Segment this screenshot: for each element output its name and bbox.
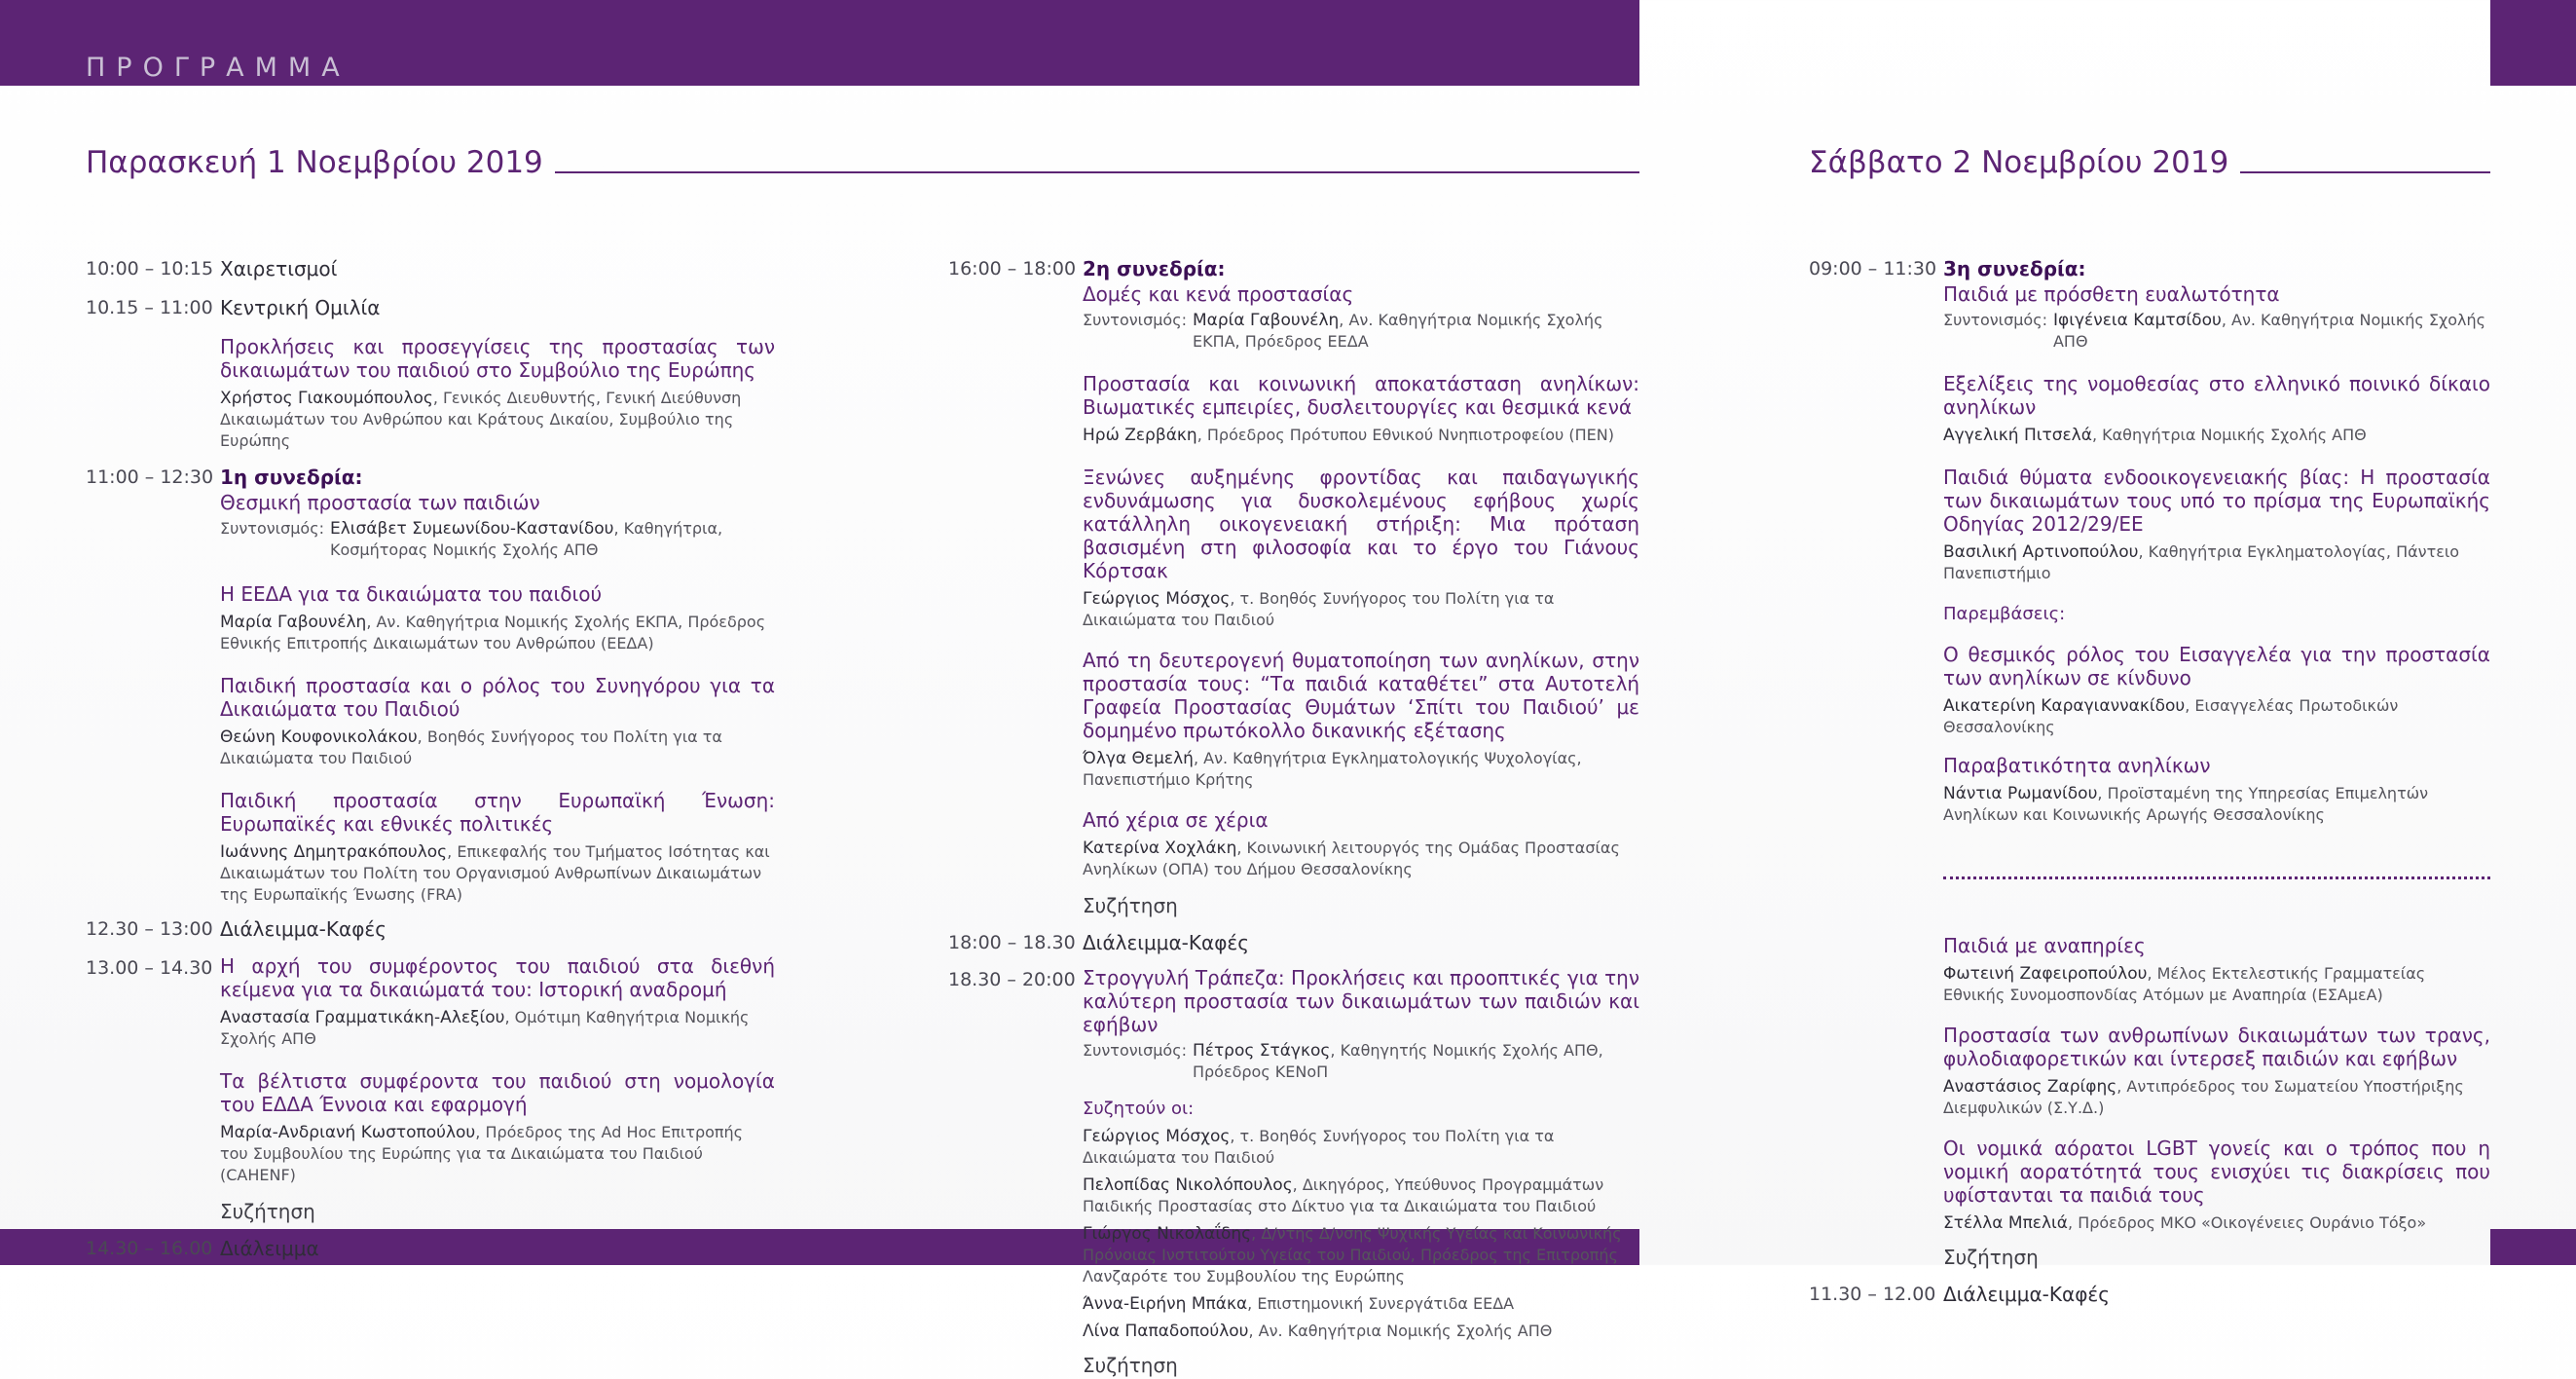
speaker	[1943, 695, 2490, 738]
speaker-role: , Βοηθός Συνήγορος του Πολίτη για τα Δικαιώματα του Παιδιού	[220, 727, 722, 767]
program-title: ΠΡΟΓΡΑΜΜΑ	[86, 53, 350, 83]
speaker-name: Κατερίνα Χοχλάκη	[1083, 839, 1237, 858]
speaker-role: , Κοινωνική λειτουργός της Ομάδας Προστασίας Ανηλίκων (ΟΠΑ) του Δήμου Θεσσαλονίκης	[1083, 839, 1620, 878]
talk-title: Εξελίξεις της νομοθεσίας στο ελληνικό ποινικό δίκαιο ανηλίκων	[1943, 372, 2490, 419]
schedule-row	[86, 255, 775, 282]
speaker-name: Αικατερίνη Καραγιαννακίδου	[1943, 696, 2186, 716]
speaker	[220, 612, 775, 654]
moderator-role: , Καθηγήτρια, Κοσμήτορας Νομικής Σχολής ΑΠΘ	[329, 519, 723, 559]
talk-title: Ξενώνες αυξημένης φροντίδας και παιδαγωγικής ενδυνάμωσης για δυσκολεμένους εφήβους χωρίς κατάλληλη οικογενειακή στήριξη: Μια πρόταση βασισμένη στη φιλοσοφία και το έργο του Γιάνους Κόρτσακ	[1083, 466, 1639, 582]
day1-rule	[555, 171, 1639, 173]
speaker-role: , Πρόεδρος της Ad Hoc Επιτροπής του Συμβουλίου της Ευρώπης για τα Δικαιώματα του Παιδιού (CAHENF)	[220, 1123, 744, 1184]
day2-rule	[2240, 171, 2490, 173]
day1-heading	[86, 146, 1639, 181]
moderator-name: Μαρία Γαβουνέλη	[1192, 311, 1340, 330]
speaker-role: , Αν. Καθηγήτρια Εγκληματολογικής Ψυχολογίας, Πανεπιστήμιο Κρήτης	[1083, 749, 1582, 789]
session-title: Παιδιά με πρόσθετη ευαλωτότητα	[1943, 282, 2280, 306]
discussion-label: Συζήτηση	[1943, 1246, 2039, 1269]
panelist-role: , Αν. Καθηγήτρια Νομικής Σχολής ΑΠΘ	[1248, 1322, 1553, 1340]
talk-title: Οι νομικά αόρατοι LGBT γονείς και ο τρόπος που η νομική αορατότητά τους ενισχύει τις διακρίσεις που υφίστανται τα παιδιά τους	[1943, 1137, 2490, 1207]
speaker-name: Όλγα Θεμελή	[1083, 749, 1194, 768]
session-title: Δομές και κενά προστασίας	[1083, 282, 1354, 306]
panelist-role: , Επιστημονική Συνεργάτιδα ΕΕΔΑ	[1247, 1294, 1515, 1313]
schedule-row	[948, 929, 1639, 956]
time-slot: 11.30 – 12.00	[1809, 1284, 1936, 1305]
talk-title: Παιδική προστασία και ο ρόλος του Συνηγόρου για τα Δικαιώματα του Παιδιού	[220, 674, 775, 721]
speaker-role: , Αντιπρόεδρος του Σωματείου Υποστήριξης Διεμφυλικών (Σ.Υ.Δ.)	[1943, 1077, 2464, 1117]
schedule-row	[86, 915, 775, 943]
panelist	[1083, 1174, 1639, 1217]
talk-title: Παιδική προστασία στην Ευρωπαϊκή Ένωση: Ευρωπαϊκές και εθνικές πολιτικές	[220, 789, 775, 836]
talk-title: Παραβατικότητα ανηλίκων	[1943, 754, 2211, 777]
panelist	[1083, 1223, 1639, 1287]
panelist-name: Λίνα Παπαδοπούλου	[1083, 1322, 1249, 1341]
speaker-role: , Καθηγήτρια Νομικής Σχολής ΑΠΘ	[2091, 426, 2367, 444]
speaker	[1943, 1076, 2490, 1119]
speaker-name: Ιωάννης Δημητρακόπουλος	[220, 842, 448, 862]
moderator-name: Ιφιγένεια Καμτσίδου	[2052, 311, 2222, 330]
speaker-role: , Πρόεδρος Πρότυπου Εθνικού Ννηπιοτροφείου (ΠΕΝ)	[1196, 426, 1614, 444]
talk-title: Τα βέλτιστα συμφέροντα του παιδιού στη νομολογία του ΕΔΔΑ Έννοια και εφαρμογή	[220, 1069, 775, 1116]
schedule-row	[86, 294, 775, 452]
session-label: 1η συνεδρία:	[220, 466, 363, 489]
talk-title: Στρογγυλή Τράπεζα: Προκλήσεις και προοπτικές για την καλύτερη προστασία των δικαιωμάτων των παιδιών και εφήβων	[1083, 966, 1639, 1036]
speaker-role: , Ομότιμη Καθηγήτρια Νομικής Σχολής ΑΠΘ	[220, 1008, 750, 1048]
talk-title: Προστασία και κοινωνική αποκατάσταση ανηλίκων: Βιωματικές εμπειρίες, δυσλειτουργίες και θεσμικά κενά	[1083, 372, 1639, 419]
item-label: Διάλειμμα-Καφές	[1083, 931, 1249, 954]
panelist-role: , Δ/ντης Δ/νσης Ψυχικής Υγείας και Κοινωνικής Πρόνοιας Ινστιτούτου Υγείας του Παιδιού, Πρόεδρος της Επιτροπής Λανζαρότε του Συμβουλίου της Ευρώπης	[1083, 1224, 1622, 1286]
speaker-name: Θεώνη Κουφονικολάκου	[220, 727, 418, 747]
moderator-label: Συντονισμός:	[220, 519, 324, 538]
schedule-row	[948, 966, 1639, 1379]
speaker-name: Αγγελική Πιτσελά	[1943, 426, 2092, 445]
moderator-role: , Αν. Καθηγήτρια Νομικής Σχολής ΕΚΠΑ, Πρόεδρος ΕΕΔΑ	[1192, 311, 1603, 351]
panelist-name: Γεώργιος Μόσχος	[1083, 1127, 1231, 1146]
speaker-name: Στέλλα Μπελιά	[1943, 1213, 2069, 1233]
speaker-name: Γεώργιος Μόσχος	[1083, 589, 1231, 609]
talk-title: Η αρχή του συμφέροντος του παιδιού στα διεθνή κείμενα για τα δικαιώματά του: Ιστορική αναδρομή	[220, 954, 775, 1001]
speaker	[1943, 783, 2490, 826]
speaker	[1083, 425, 1639, 446]
speaker	[220, 1122, 775, 1186]
speaker-name: Φωτεινή Ζαφειροπούλου	[1943, 964, 2148, 984]
time-slot: 11:00 – 12:30	[86, 466, 214, 488]
moderator-role: , Αν. Καθηγήτρια Νομικής Σχολής ΑΠΘ	[2052, 311, 2486, 351]
column-day2	[1809, 255, 2490, 1308]
panelist-name: Άννα-Ειρήνη Μπάκα	[1083, 1294, 1248, 1314]
panelist-name: Πελοπίδας Νικολόπουλος	[1083, 1175, 1293, 1195]
panelist	[1083, 1321, 1639, 1342]
dotted-separator	[1943, 876, 2490, 879]
item-label: Χαιρετισμοί	[220, 257, 338, 280]
discussion-label: Συζήτηση	[1083, 1354, 1178, 1377]
time-slot: 09:00 – 11:30	[1809, 258, 1937, 280]
speaker-name: Ηρώ Ζερβάκη	[1083, 426, 1197, 445]
schedule-row	[948, 255, 1639, 919]
day2-heading	[1809, 146, 2490, 181]
discussion-label: Συζήτηση	[220, 1200, 315, 1223]
talk-title: Παιδιά θύματα ενδοοικογενειακής βίας: Η προστασία των δικαιωμάτων τους υπό το πρίσμα της Ευρωπαϊκής Οδηγίας 2012/29/ΕΕ	[1943, 466, 2490, 536]
moderator-label: Συντονισμός:	[1943, 311, 2047, 329]
session-title: Θεσμική προστασία των παιδιών	[220, 491, 540, 514]
panelist-name: Γιώργος Νικολαΐδης	[1083, 1224, 1252, 1244]
speaker	[1943, 1212, 2490, 1234]
column-day1-morning	[86, 255, 775, 1262]
speaker-role: , Μέλος Εκτελεστικής Γραμματείας Εθνικής Συνομοσπονδίας Ατόμων με Αναπηρία (ΕΣΑμεΑ)	[1943, 964, 2426, 1004]
moderator	[1083, 310, 1639, 353]
header-bar-right	[2490, 0, 2576, 86]
day2-title: Σάββατο 2 Νοεμβρίου 2019	[1809, 145, 2229, 180]
time-slot: 18:00 – 18.30	[948, 932, 1076, 953]
speaker-role: , Επικεφαλής του Τμήματος Ισότητας και Δικαιωμάτων του Πολίτη του Οργανισμού Ανθρωπίνων Δικαιωμάτων της Ευρωπαϊκής Ένωσης (FRA)	[220, 842, 770, 904]
schedule-row	[86, 954, 775, 1225]
speaker	[1943, 963, 2490, 1006]
item-label: Διάλειμμα	[220, 1237, 319, 1260]
panelist-role: , Δικηγόρος, Υπεύθυνος Προγραμμάτων Παιδικής Προστασίας στο Δίκτυο για τα Δικαιώματα του Παιδιού	[1083, 1175, 1604, 1215]
speaker	[1083, 748, 1639, 791]
speaker-name: Μαρία Γαβουνέλη	[220, 613, 367, 632]
speaker	[220, 388, 775, 452]
interventions-label: Παρεμβάσεις:	[1943, 604, 2066, 624]
talk-title: Ο θεσμικός ρόλος του Εισαγγελέα για την προστασία των ανηλίκων σε κίνδυνο	[1943, 643, 2490, 690]
panelist	[1083, 1126, 1639, 1169]
speaker-role: , τ. Βοηθός Συνήγορος του Πολίτη για τα Δικαιώματα του Παιδιού	[1083, 589, 1555, 629]
talk-title: Η ΕΕΔΑ για τα δικαιώματα του παιδιού	[220, 582, 603, 606]
day1-title: Παρασκευή 1 Νοεμβρίου 2019	[86, 145, 543, 180]
speaker	[1083, 588, 1639, 631]
speaker	[220, 727, 775, 769]
moderator-role: , Καθηγητής Νομικής Σχολής ΑΠΘ, Πρόεδρος ΚΕΝοΠ	[1192, 1041, 1603, 1081]
moderator	[220, 518, 775, 561]
moderator-label: Συντονισμός:	[1083, 1041, 1187, 1060]
speaker-role: , Γενικός Διευθυντής, Γενική Διεύθυνση Δικαιωμάτων του Ανθρώπου και Κράτους Δικαίου, Συμβούλιο της Ευρώπης	[220, 389, 742, 450]
schedule-row	[86, 1235, 775, 1262]
speaker	[1943, 541, 2490, 584]
column-day1-afternoon	[948, 255, 1639, 1379]
time-slot: 18.30 – 20:00	[948, 969, 1076, 990]
speaker-role: , Προϊσταμένη της Υπηρεσίας Επιμελητών Ανηλίκων και Κοινωνικής Αρωγής Θεσσαλονίκης	[1943, 784, 2429, 824]
discussion-label: Συζήτηση	[1083, 894, 1178, 917]
schedule-row	[86, 464, 775, 906]
speaker-role: , Εισαγγελέας Πρωτοδικών Θεσσαλονίκης	[1943, 696, 2399, 736]
time-slot: 14.30 – 16.00	[86, 1238, 213, 1259]
session-label: 2η συνεδρία:	[1083, 257, 1226, 280]
moderator-name: Πέτρος Στάγκος	[1192, 1041, 1331, 1061]
speaker-name: Μαρία-Ανδριανή Κωστοπούλου	[220, 1123, 476, 1142]
time-slot: 12.30 – 13:00	[86, 918, 213, 940]
speaker	[220, 1007, 775, 1050]
speaker	[1943, 425, 2490, 446]
speaker-name: Αναστάσιος Ζαρίφης	[1943, 1077, 2117, 1097]
schedule-row	[1809, 1281, 2490, 1308]
footer-bar-right	[2490, 1229, 2576, 1265]
talk-title: Από τη δευτερογενή θυματοποίηση των ανηλίκων, στην προστασία τους: “Τα παιδιά καταθέτει” στα Αυτοτελή Γραφεία Προστασίας Θυμάτων ‘Σπίτι του Παιδιού’ με δομημένο πρωτόκολλο δικανικής εξέτασης	[1083, 649, 1639, 742]
time-slot: 10.15 – 11:00	[86, 297, 213, 318]
time-slot: 13.00 – 14.30	[86, 957, 213, 979]
speaker	[1083, 838, 1639, 880]
speaker-role: , Καθηγήτρια Εγκληματολογίας, Πάντειο Πανεπιστήμιο	[1943, 542, 2460, 582]
talk-title: Από χέρια σε χέρια	[1083, 808, 1269, 832]
moderator-label: Συντονισμός:	[1083, 311, 1187, 329]
speaker	[220, 841, 775, 906]
speaker-name: Αναστασία Γραμματικάκη-Αλεξίου	[220, 1008, 505, 1027]
moderator-name: Ελισάβετ Συμεωνίδου-Καστανίδου	[329, 519, 614, 539]
speaker-role: , Αν. Καθηγήτρια Νομικής Σχολής ΕΚΠΑ, Πρόεδρος Εθνικής Επιτροπής Δικαιωμάτων του Ανθρώπου (ΕΕΔΑ)	[220, 613, 766, 652]
moderator	[1943, 310, 2490, 353]
item-label: Διάλειμμα-Καφές	[1943, 1283, 2110, 1306]
speaker-role: , Πρόεδρος ΜΚΟ «Οικογένειες Ουράνιο Τόξο»	[2068, 1213, 2427, 1232]
time-slot: 10:00 – 10:15	[86, 258, 214, 280]
schedule-row	[1809, 255, 2490, 1271]
panel-label: Συζητούν οι:	[1083, 1099, 1195, 1119]
talk-title: Προστασία των ανθρωπίνων δικαιωμάτων των τρανς, φυλοδιαφορετικών και ίντερσεξ παιδιών και εφήβων	[1943, 1024, 2490, 1070]
speaker-name: Νάντια Ρωμανίδου	[1943, 784, 2098, 803]
talk-title: Προκλήσεις και προσεγγίσεις της προστασίας των δικαιωμάτων του παιδιού στο Συμβούλιο της Ευρώπης	[220, 335, 775, 382]
talk-title: Παιδιά με αναπηρίες	[1943, 934, 2146, 957]
speaker-name: Χρήστος Γιακουμόπουλος	[220, 389, 433, 408]
item-label: Διάλειμμα-Καφές	[220, 917, 386, 941]
speaker-name: Βασιλική Αρτινοπούλου	[1943, 542, 2139, 562]
panelist-role: , τ. Βοηθός Συνήγορος του Πολίτη για τα Δικαιώματα του Παιδιού	[1083, 1127, 1555, 1167]
moderator	[1083, 1040, 1639, 1083]
session-label: 3η συνεδρία:	[1943, 257, 2086, 280]
time-slot: 16:00 – 18:00	[948, 258, 1077, 280]
item-label: Κεντρική Ομιλία	[220, 296, 381, 319]
panelist	[1083, 1293, 1639, 1315]
